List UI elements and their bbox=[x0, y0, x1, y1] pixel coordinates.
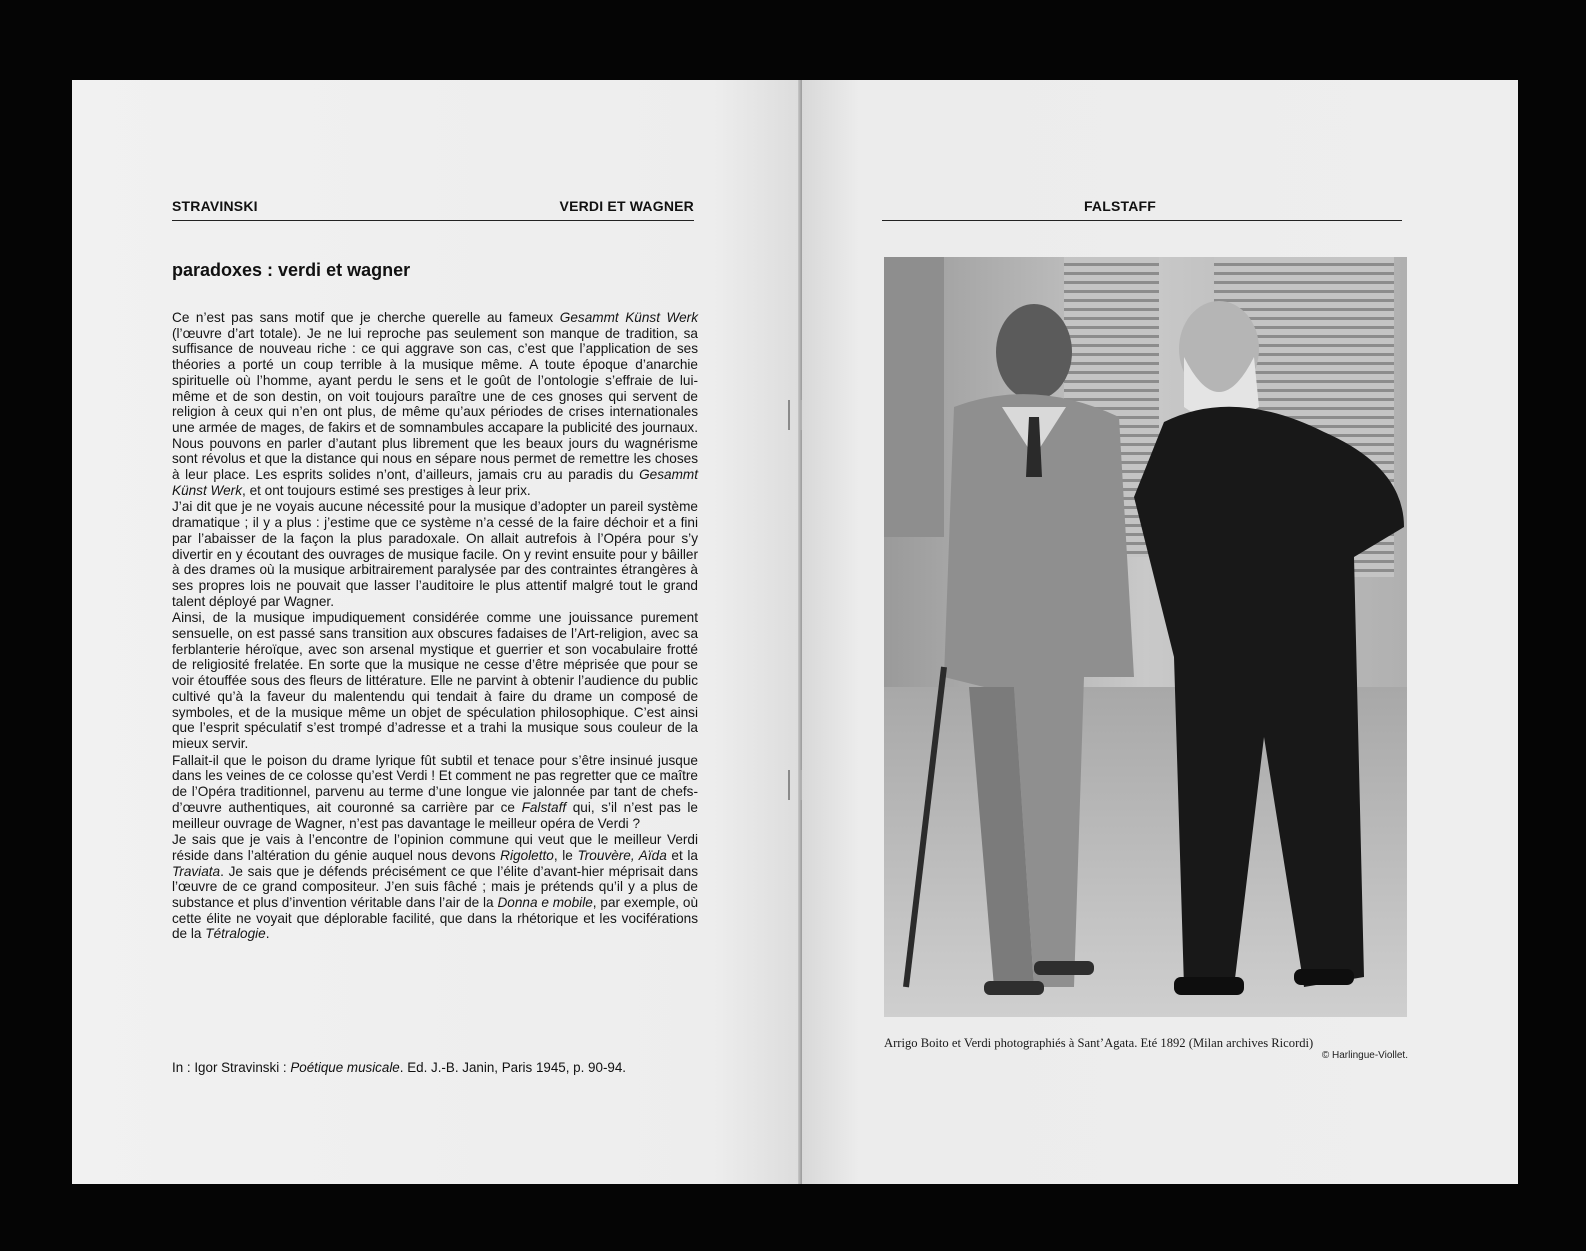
italic-title-paragraph: Donna e mobile bbox=[497, 895, 593, 911]
italic-title-paragraph: Gesammt Künst Werk bbox=[559, 310, 698, 325]
text-run-paragraph: qui, s’il n’est pas le meilleur ouvrage de Wagner, n’est pas davantage le meilleur opéra de Verdi ? bbox=[172, 799, 698, 831]
article-title: paradoxes : verdi et wagner bbox=[172, 260, 411, 280]
text-run-source: . Ed. J.-B. Janin, Paris 1945, p. 90-94. bbox=[399, 1060, 627, 1075]
text-run-source: In : Igor Stravinski : bbox=[172, 1060, 291, 1075]
staple bbox=[788, 400, 802, 430]
article-paragraph bbox=[172, 310, 698, 498]
italic-title-paragraph: Rigoletto bbox=[500, 847, 554, 863]
article-paragraph bbox=[172, 610, 698, 751]
text-run-paragraph: Ainsi, de la musique impudiquement considérée comme une jouissance purement sensuelle, on est passé sans transition aux obscures fadaises de l’Art-religion, avec sa ferblanterie héroïque, avec son arsenal mystique et guerrier et son vocabulaire frotté de religiosité frelatée. En sorte que la musique ne cesse d’être méprisée que pour se voir étouffée sous des fleurs de littérature. Elle ne parvint à obtenir l’audience du public cultivé qu’à la faveur du malentendu qui tendait à faire du drame un composé de symboles, et de la musique même un objet de spéculation philosophique. C’est ainsi que l’esprit spéculatif s’est trompé d’adresse et a trahi la musique sous couleur de la mieux servir. bbox=[172, 610, 698, 751]
article-paragraph bbox=[172, 832, 698, 942]
text-run-paragraph: , par exemple, où cette élite ne voyait que déplorable facilité, que dans la rhétorique et les vociférations de la bbox=[172, 895, 699, 942]
italic-title-paragraph: Trouvère, Aïda bbox=[577, 847, 667, 863]
italic-title-paragraph: Gesammt Künst Werk bbox=[172, 467, 698, 498]
text-run-paragraph: . Je sais que je défends précisément ce que l’élite d’avant-hier méprisait dans l’œuvre de ce grand compositeur. J’en suis fâché ; mais je prétends qu’il y a plus de substance et plus d’invention véritable dans l’air de la bbox=[172, 863, 698, 911]
article-paragraph bbox=[172, 753, 698, 832]
article-paragraph bbox=[172, 499, 698, 609]
photo-credit: © Harlingue-Viollet. bbox=[1321, 1050, 1408, 1061]
left-page bbox=[72, 80, 802, 1184]
running-head-left: STRAVINSKI bbox=[172, 198, 258, 214]
text-run-paragraph: Je sais que je vais à l’encontre de l’opinion commune qui veut que le meilleur Verdi réside dans l’altération du génie auquel nous devons bbox=[172, 832, 698, 863]
text-run-paragraph: J’ai dit que je ne voyais aucune nécessité pour la musique d’adopter un pareil système dramatique ; il y a plus : j’estime que ce système n’a cessé de la faire déchoir et a fini par l’abaisser de la façon la plus paradoxale. On allait autrefois à l’Opéra pour s’y divertir en y écoutant des ouvrages de musique facile. On y revint ensuite pour y bâiller à des drames où la musique arbitrairement paralysée par des contraintes étrangères à ses propres lois ne pouvait que lasser l’auditoire le plus attentif malgré tout le grand talent déployé par Wagner. bbox=[172, 499, 698, 609]
right-page bbox=[802, 80, 1518, 1184]
italic-title-paragraph: Falstaff bbox=[521, 799, 567, 815]
text-run-paragraph: Fallait-il que le poison du drame lyrique fût subtil et tenace pour s’être insinué jusque dans les veines de ce colosse qu’est Verdi ! Et comment ne pas regretter que ce maître de l’Opéra traditionnel, parvenu au terme d’une longue vie jalonnée par tant de chefs-d’œuvre authentiques, ait couronné sa carrière par ce bbox=[172, 752, 698, 815]
text-run-paragraph: (l’œuvre d’art totale). Je ne lui reproche pas seulement son manque de tradition, sa suffisance de nouveau riche : ce qui aggrave son cas, c’est que l’application de ses théories a porté un coup terrible à la musique même. A toute époque d’anarchie spirituelle où l’homme, ayant perdu le sens et le goût de l’ontologie s’effraie de lui-même et de son destin, on voit toujours paraître une de ces gnoses qui servent de religion à ceux qui n’en ont plus, de même qu’aux périodes de crises internationales une armée de mages, de fakirs et de somnambules accapare la publicité des journaux. Nous pouvons en parler d’autant plus librement que les beaux jours du wagnérisme sont révolus et que la distance qui nous en sépare nous permet de remettre les choses à leur place. Les esprits solides n’ont, d’ailleurs, jamais cru au paradis du bbox=[172, 325, 698, 483]
text-run-paragraph: , le bbox=[553, 847, 578, 863]
book-spread bbox=[72, 80, 1518, 1184]
header-rule bbox=[172, 220, 694, 221]
historical-photograph bbox=[884, 257, 1407, 1017]
text-run-paragraph: et la bbox=[666, 847, 698, 863]
running-head-falstaff: FALSTAFF bbox=[1083, 198, 1157, 214]
photo-caption: Arrigo Boito et Verdi photographiés à Sant’Agata. Eté 1892 (Milan archives Ricordi) bbox=[884, 1036, 1314, 1050]
text-run-paragraph: , et ont toujours estimé ses prestiges à leur prix. bbox=[242, 482, 531, 498]
italic-title-paragraph: Tétralogie bbox=[205, 926, 266, 942]
header-rule-right bbox=[882, 220, 1402, 221]
italic-title-source: Poétique musicale bbox=[290, 1060, 400, 1075]
text-run-paragraph: Ce n’est pas sans motif que je cherche querelle au fameux bbox=[172, 310, 560, 325]
text-run-paragraph: . bbox=[265, 926, 270, 942]
photo-illustration bbox=[884, 257, 1407, 1017]
staple bbox=[788, 770, 802, 800]
italic-title-paragraph: Traviata bbox=[172, 863, 221, 879]
source-citation bbox=[172, 1060, 732, 1075]
article-body bbox=[172, 310, 698, 943]
running-head-right: VERDI ET WAGNER bbox=[559, 198, 694, 214]
